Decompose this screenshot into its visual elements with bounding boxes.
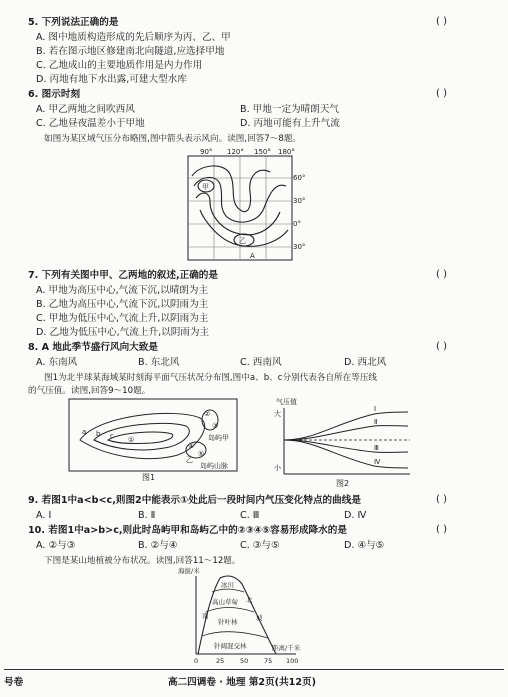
- figure-2-pressure-curves: [274, 396, 414, 488]
- fig3-xtick: 50: [240, 657, 249, 665]
- fig1-label: ①: [128, 436, 135, 444]
- fig3-xtick: 0: [194, 657, 199, 665]
- fig1-label: 岛屿山脉: [200, 462, 228, 470]
- footer-page-info: 高二四调卷 · 地理 第2页(共12页): [168, 677, 316, 688]
- map1-lat-label: 0°: [293, 220, 301, 228]
- intro-7-8: 如图为某区域气压分布略图,图中箭头表示风向。读图,回答7～8题。: [44, 134, 302, 144]
- pressure-map: [180, 146, 310, 264]
- q8-stem: 8. A 地此季节盛行风向大致是: [28, 342, 158, 353]
- map1-lat-label: 30°: [293, 243, 306, 251]
- fig2-caption: 图2: [336, 479, 350, 488]
- map1-lon-label: 120°: [227, 148, 244, 156]
- q9-option-b: B. Ⅱ: [138, 510, 156, 521]
- fig3-xtick: 100: [286, 657, 299, 665]
- q10-stem: 10. 若图1中a>b>c,则此时岛屿甲和岛屿乙中的②③④⑤容易形成降水的是: [28, 525, 347, 536]
- fig1-label: a: [82, 428, 87, 436]
- fig3-xtick: 25: [216, 657, 225, 665]
- q5-option-b: B. 若在图示地区修建南北向隧道,应选择甲地: [36, 46, 225, 57]
- q10-option-d: D. ④与⑤: [344, 540, 385, 551]
- q10-option-c: C. ③与⑤: [240, 540, 280, 551]
- fig3-zone-label: 北: [246, 596, 253, 604]
- fig2-ylabel: 气压值: [276, 398, 297, 406]
- intro-11-12: 下图是某山地植被分布状况。读图,回答11～12题。: [44, 556, 241, 566]
- q6-option-c: C. 乙地昼夜温差小于甲地: [36, 118, 145, 129]
- figure-3-mountain-vegetation: [176, 566, 326, 668]
- fig2-curve-label: Ⅱ: [374, 418, 378, 426]
- q5-option-a: A. 图中地质构造形成的先后顺序为丙、乙、甲: [36, 32, 231, 43]
- fig2-curve-label: Ⅰ: [374, 405, 377, 413]
- map1-place-label: A: [250, 252, 255, 260]
- fig2-small-label: 小: [274, 464, 281, 472]
- q9-option-d: D. Ⅳ: [344, 510, 367, 521]
- q9-option-c: C. Ⅲ: [240, 510, 260, 521]
- q10-answer-paren: ( ): [436, 524, 447, 535]
- fig3-zone-label: 南: [202, 612, 209, 620]
- q9-option-a: A. Ⅰ: [36, 510, 52, 521]
- q10-option-b: B. ②与④: [138, 540, 178, 551]
- fig3-zone-label: 针叶林: [218, 618, 238, 626]
- q9-answer-paren: ( ): [436, 494, 447, 505]
- fig3-xlabel: 距离/千米: [272, 644, 301, 652]
- q6-stem: 6. 图示时刻: [28, 89, 81, 100]
- q5-answer-paren: ( ): [436, 16, 447, 27]
- q8-option-d: D. 西北风: [344, 357, 387, 368]
- q7-option-a: A. 甲地为高压中心,气流下沉,以晴朗为主: [36, 285, 209, 296]
- fig3-zone-label: 针阔混交林: [214, 642, 247, 650]
- map1-lat-label: 60°: [293, 174, 306, 182]
- fig2-curve-label: Ⅳ: [374, 458, 381, 466]
- q7-answer-paren: ( ): [436, 269, 447, 280]
- q9-stem: 9. 若图1中a<b<c,则图2中能表示①处此后一段时间内气压变化特点的曲线是: [28, 495, 361, 506]
- fig3-zone-label: 坡: [256, 614, 263, 622]
- q7-option-c: C. 甲地为低压中心,气流上升,以阴雨为主: [36, 313, 209, 324]
- q7-stem: 7. 下列有关图中甲、乙两地的叙述,正确的是: [28, 270, 218, 281]
- fig3-zone-label: 高山草甸: [212, 598, 238, 606]
- fig1-caption: 图1: [142, 473, 156, 482]
- fig2-big-label: 大: [274, 410, 281, 418]
- fig1-label: 岛屿甲: [208, 434, 229, 442]
- fig3-ylabel: 海拔/米: [178, 567, 200, 575]
- fig2-curve-label: Ⅲ: [374, 444, 379, 452]
- q6-answer-paren: ( ): [436, 88, 447, 99]
- q8-answer-paren: ( ): [436, 341, 447, 352]
- q6-option-d: D. 丙地可能有上升气流: [240, 118, 340, 129]
- map1-lat-label: 30°: [293, 197, 306, 205]
- q6-option-a: A. 甲乙两地之间吹西风: [36, 104, 135, 115]
- q8-option-a: A. 东南风: [36, 357, 78, 368]
- q6-option-b: B. 甲地一定为晴朗天气: [240, 104, 340, 115]
- fig3-zone-label: 冰川: [221, 581, 234, 589]
- fig1-label: ②: [204, 410, 211, 418]
- figure-1-isobar-map: [68, 398, 238, 482]
- q5-option-c: C. 乙地成山的主要地质作用是内力作用: [36, 60, 203, 71]
- q7-option-d: D. 乙地为低压中心,气流上升,以阴雨为主: [36, 327, 210, 338]
- fig1-label: b: [96, 430, 101, 438]
- fig1-label: ④: [188, 442, 195, 450]
- fig1-label: c: [110, 432, 114, 440]
- intro-9-10-line1: 图1为北半球某海域某时刻海平面气压状况分布图,图中a、b、c分别代表各自所在等压线: [44, 373, 378, 383]
- map1-place-label: 乙: [239, 237, 246, 245]
- q10-option-a: A. ②与③: [36, 540, 76, 551]
- q8-option-c: C. 西南风: [240, 357, 282, 368]
- q8-option-b: B. 东北风: [138, 357, 180, 368]
- q5-stem: 5. 下列说法正确的是: [28, 17, 119, 28]
- map1-place-label: 甲: [202, 183, 209, 191]
- q5-option-d: D. 丙地有地下水出露,可建大型水库: [36, 74, 187, 85]
- map1-lon-label: 90°: [200, 148, 213, 156]
- fig1-label: ③: [212, 422, 219, 430]
- footer-exam-code: 号卷: [4, 677, 24, 688]
- q7-option-b: B. 乙地为高压中心,气流下沉,以阴雨为主: [36, 299, 209, 310]
- page-footer: [0, 669, 508, 697]
- intro-9-10-line2: 的气压值。读图,回答9～10题。: [28, 386, 151, 396]
- fig1-label: ⑤: [198, 450, 205, 458]
- map1-lon-label: 150°: [254, 148, 271, 156]
- map1-lon-label: 180°: [278, 148, 295, 156]
- fig3-xtick: 75: [264, 657, 273, 665]
- fig1-label: 乙: [186, 456, 193, 464]
